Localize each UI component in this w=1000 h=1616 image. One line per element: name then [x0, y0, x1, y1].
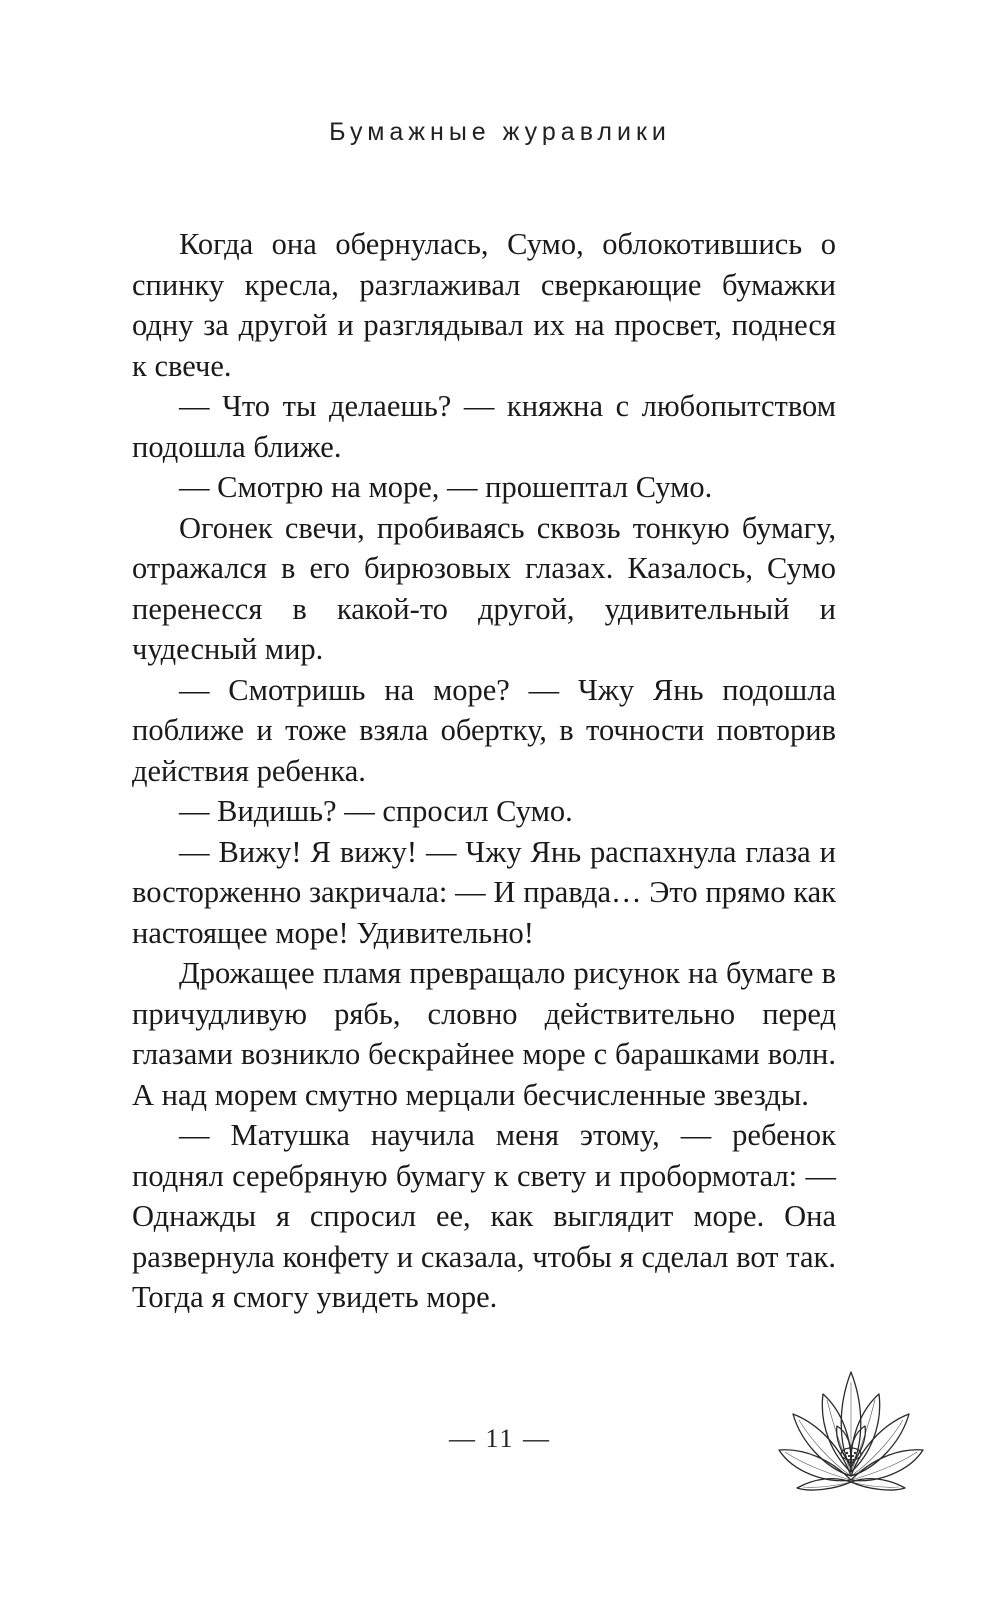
- running-header: Бумажные журавлики: [329, 118, 671, 146]
- paragraph: — Смотришь на море? — Чжу Янь подошла поближе и тоже взяла обертку, в точности повторив действия ребенка.: [132, 672, 836, 788]
- paragraph: — Матушка научила меня этому, — ребенок поднял серебряную бумагу к свету и пробормотал: — Однажды я спросил ее, как выглядит море. Она развернула конфету и сказала, чтобы я сделал вот так. Тогда я смогу увидеть море.: [132, 1118, 836, 1314]
- paragraph: — Что ты делаешь? — княжна с любопытством подошла ближе.: [132, 389, 836, 464]
- page-number: — 11 —: [448, 1424, 552, 1453]
- paragraph: Огонек свечи, пробиваясь сквозь тонкую бумагу, отражался в его бирюзовых глазах. Казалось, Сумо перенесся в какой-то другой, удивительный и чудесный мир.: [132, 510, 836, 666]
- paragraph: — Смотрю на море, — прошептал Сумо.: [179, 470, 713, 504]
- body-text: [132, 224, 836, 1318]
- paragraph: — Видишь? — спросил Сумо.: [179, 794, 573, 828]
- lotus-flower-icon: [775, 1368, 927, 1496]
- paragraph: Дрожащее пламя превращало рисунок на бумаге в причудливую рябь, словно действительно перед глазами возникло бескрайнее море с барашками волн. А над морем смутно мерцали бесчисленные звезды.: [132, 956, 836, 1112]
- paragraph: Когда она обернулась, Сумо, облокотившись о спинку кресла, разглаживал сверкающие бумажки одну за другой и разглядывал их на просвет, поднеся к свече.: [132, 227, 836, 383]
- paragraph: — Вижу! Я вижу! — Чжу Янь распахнула глаза и восторженно закричала: — И правда… Это прямо как настоящее море! Удивительно!: [132, 834, 836, 950]
